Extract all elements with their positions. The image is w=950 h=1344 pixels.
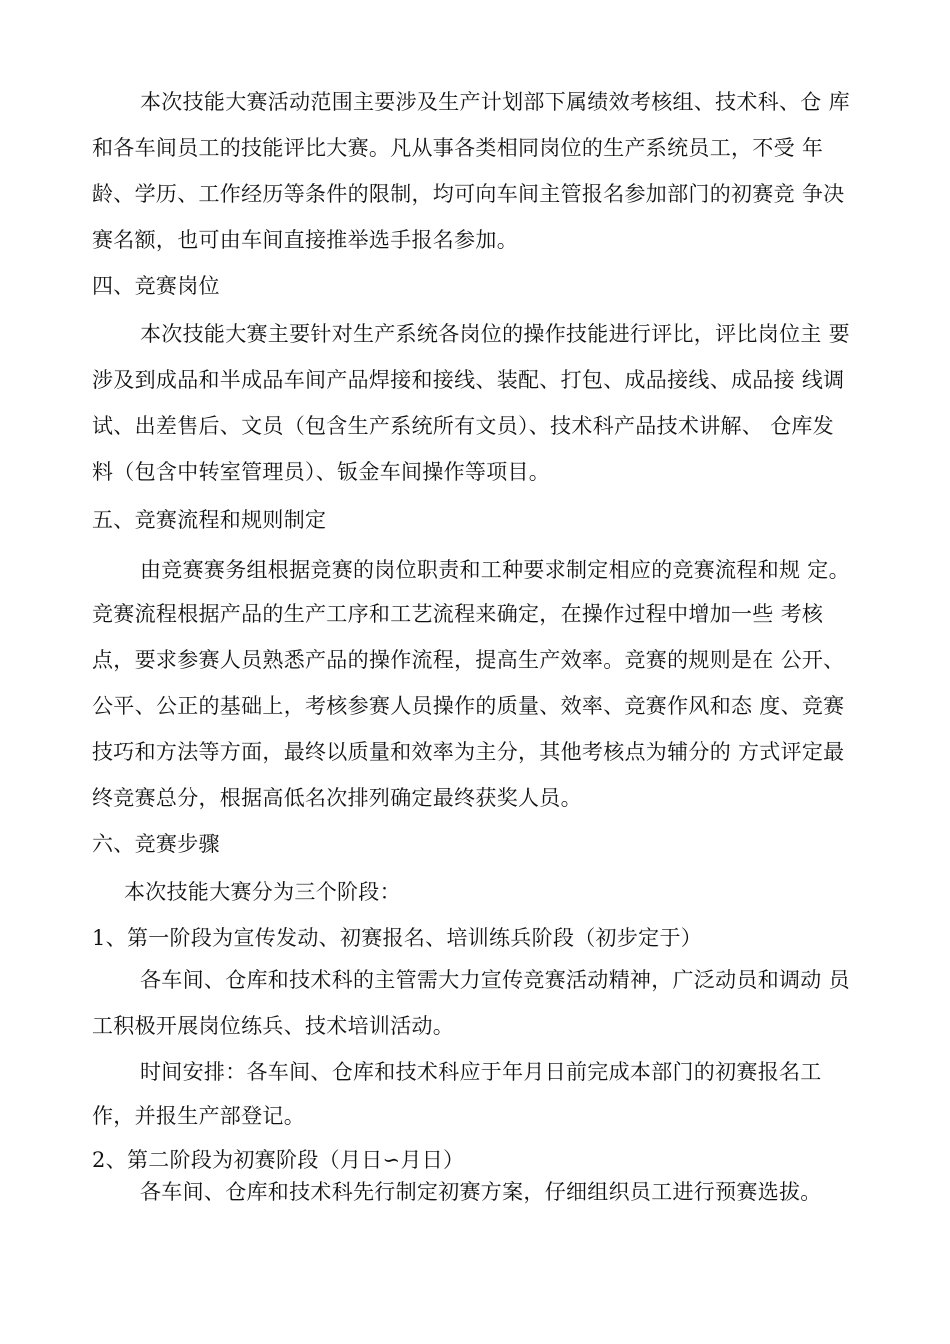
paragraph-line: 各车间、仓库和技术科的主管需大力宣传竞赛活动精神，广泛动员和调动 员: [140, 968, 850, 992]
paragraph-line: 工积极开展岗位练兵、技术培训活动。: [92, 1014, 455, 1038]
paragraph-line: 时间安排：各车间、仓库和技术科应于年月日前完成本部门的初赛报名工: [140, 1060, 822, 1084]
paragraph-line: 本次技能大赛活动范围主要涉及生产计划部下属绩效考核组、技术科、仓 库: [140, 90, 850, 114]
paragraph-line: 本次技能大赛主要针对生产系统各岗位的操作技能进行评比，评比岗位主 要: [140, 322, 850, 346]
paragraph-line: 由竞赛赛务组根据竞赛的岗位职责和工种要求制定相应的竞赛流程和规 定。: [140, 558, 850, 582]
section-heading: 六、竞赛步骤: [92, 832, 220, 856]
paragraph-line: 技巧和方法等方面，最终以质量和效率为主分，其他考核点为辅分的 方式评定最: [92, 740, 845, 764]
paragraph-line: 本次技能大赛分为三个阶段：: [124, 880, 401, 904]
list-item: 1、第一阶段为宣传发动、初赛报名、培训练兵阶段（初步定于）: [92, 926, 703, 950]
section-heading: 五、竞赛流程和规则制定: [92, 508, 327, 532]
paragraph-line: 公平、公正的基础上，考核参赛人员操作的质量、效率、竞赛作风和态 度、竞赛: [92, 694, 845, 718]
paragraph-line: 竞赛流程根据产品的生产工序和工艺流程来确定，在操作过程中增加一些 考核: [92, 602, 824, 626]
list-item: 2、第二阶段为初赛阶段（月日∽月日）: [92, 1148, 465, 1172]
section-heading: 四、竞赛岗位: [92, 274, 220, 298]
paragraph-line: 涉及到成品和半成品车间产品焊接和接线、装配、打包、成品接线、成品接 线调: [92, 368, 845, 392]
paragraph-line: 试、出差售后、文员（包含生产系统所有文员）、技术科产品技术讲解、 仓库发: [92, 414, 834, 438]
paragraph-line: 各车间、仓库和技术科先行制定初赛方案，仔细组织员工进行预赛选拔。: [140, 1180, 822, 1204]
paragraph-line: 作，并报生产部登记。: [92, 1104, 305, 1128]
paragraph-line: 龄、学历、工作经历等条件的限制，均可向车间主管报名参加部门的初赛竞 争决: [92, 182, 845, 206]
paragraph-line: 和各车间员工的技能评比大赛。凡从事各类相同岗位的生产系统员工，不受 年: [92, 136, 824, 160]
paragraph-line: 终竞赛总分，根据高低名次排列确定最终获奖人员。: [92, 786, 582, 810]
paragraph-line: 料（包含中转室管理员）、钣金车间操作等项目。: [92, 460, 551, 484]
paragraph-line: 赛名额，也可由车间直接推举选手报名参加。: [92, 228, 518, 252]
paragraph-line: 点，要求参赛人员熟悉产品的操作流程，提高生产效率。竞赛的规则是在 公开、: [92, 648, 845, 672]
